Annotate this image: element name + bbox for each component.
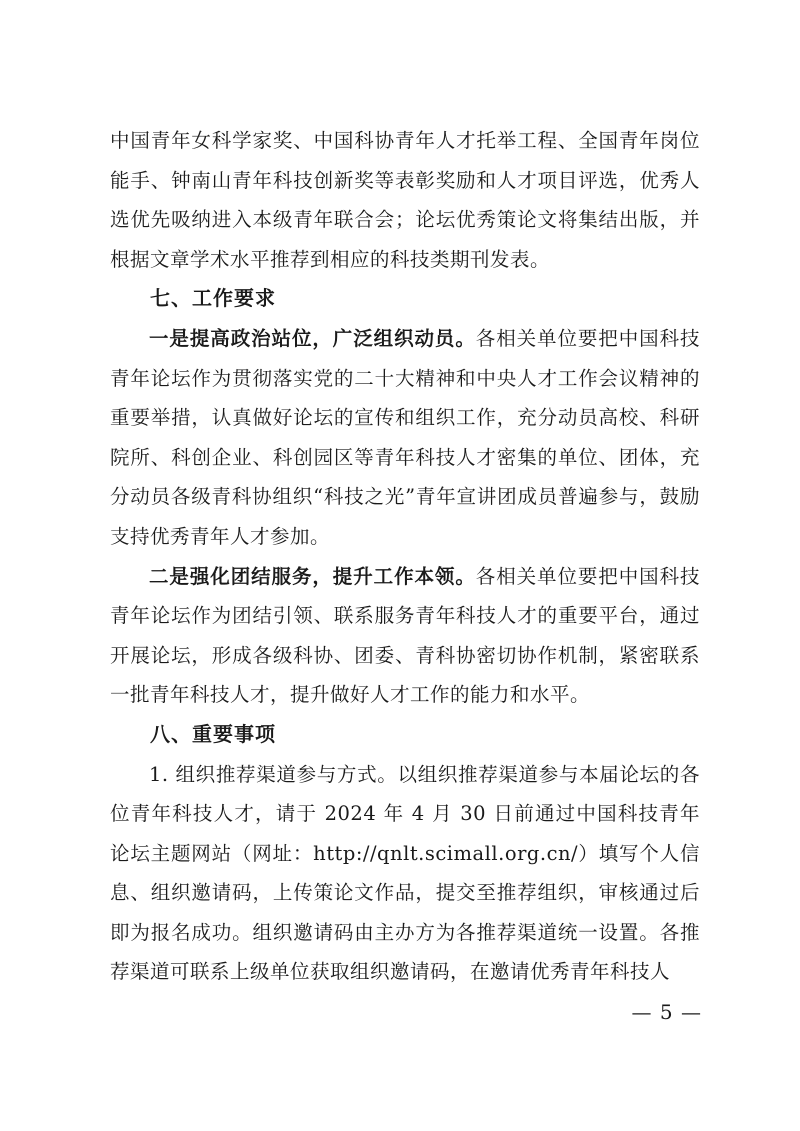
- paragraph-awards: 中国青年女科学家奖、中国科协青年人才托举工程、全国青年岗位能手、钟南山青年科技创新奖等表彰奖励和人才项目评选，优秀人选优先吸纳进入本级青年联合会；论坛优秀策论文将集结出版，并根据文章学术水平推荐到相应的科技类期刊发表。: [110, 129, 700, 271]
- document-body: [110, 121, 700, 992]
- section-heading-work-requirements: 七、工作要求: [150, 286, 276, 311]
- paragraph-participation-method: 1. 组织推荐渠道参与方式。以组织推荐渠道参与本届论坛的各位青年科技人才，请于 2024 年 4 月 30 日前通过中国科技青年论坛主题网站（网址：http://qnlt.scimall.org.cn/）填写个人信息、组织邀请码，上传策论文作品，提交至推荐组织，审核通过后即为报名成功。组织邀请码由主办方为各推荐渠道统一设置。各推荐渠道可联系上级单位获取组织邀请码，在邀请优秀青年科技人: [110, 762, 700, 984]
- paragraph-requirement-two: [110, 557, 700, 715]
- paragraph-text: 各相关单位要把中国科技青年论坛作为团结引领、联系服务青年科技人才的重要平台，通过开展论坛，形成各级科协、团委、青科协密切协作机制，紧密联系一批青年科技人才，提升做好人才工作的能力和水平。: [110, 564, 700, 707]
- paragraph-lead: 一是提高政治站位，广泛组织动员。: [149, 326, 476, 350]
- paragraph-text: 各相关单位要把中国科技青年论坛作为贯彻落实党的二十大精神和中央人才工作会议精神的重要举措，认真做好论坛的宣传和组织工作，充分动员高校、科研院所、科创企业、科创园区等青年科技人才密集的单位、团体，充分动员各级青科协组织“科技之光”青年宣讲团成员普遍参与，鼓励支持优秀青年人才参加。: [110, 326, 700, 548]
- page-number: — 5 —: [631, 1000, 702, 1024]
- paragraph-lead: 二是强化团结服务，提升工作本领。: [149, 564, 476, 588]
- paragraph-requirement-one: [110, 319, 700, 557]
- section-heading-important-matters: 八、重要事项: [150, 721, 276, 746]
